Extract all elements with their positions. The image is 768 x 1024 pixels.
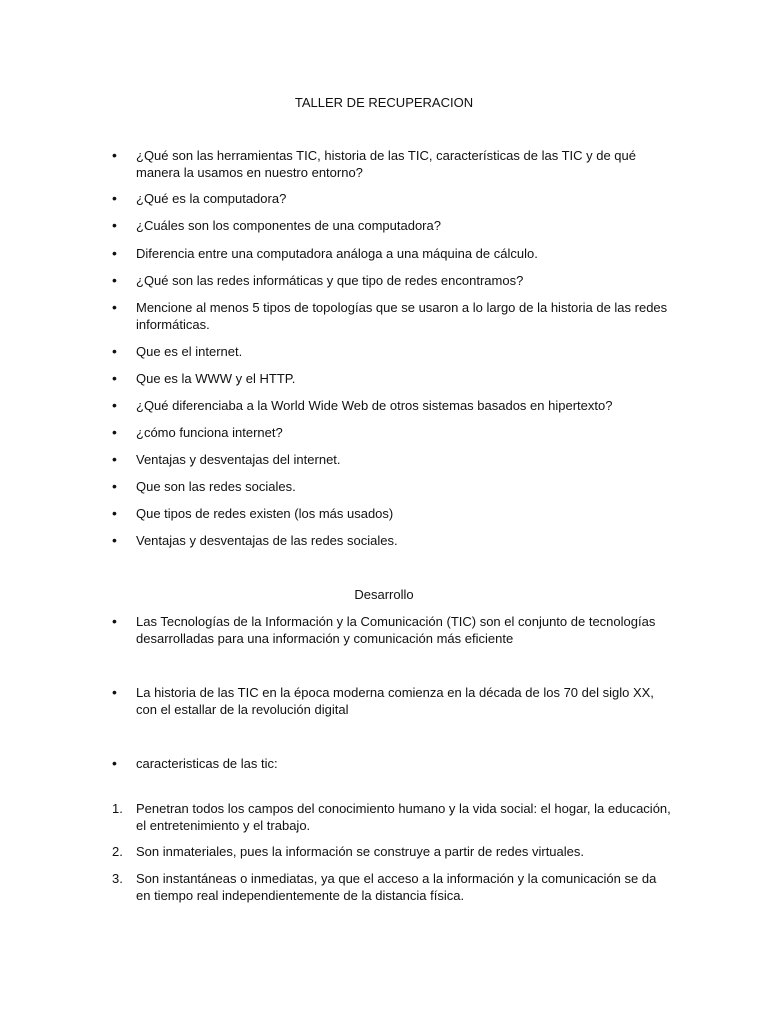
question-item bbox=[112, 451, 672, 468]
development-bullet bbox=[112, 613, 672, 647]
development-text: La historia de las TIC en la época moderna comienza en la década de los 70 del siglo XX, con el estallar de la revolución digital bbox=[136, 685, 654, 717]
bullet-icon bbox=[112, 272, 136, 289]
question-text: ¿Qué es la computadora? bbox=[136, 191, 287, 206]
bullet-icon bbox=[112, 613, 136, 647]
question-text: ¿Qué son las herramientas TIC, historia de las TIC, características de las TIC y de qué manera la usamos en nuestro entorno? bbox=[136, 148, 636, 180]
question-text: Que son las redes sociales. bbox=[136, 479, 296, 494]
question-item bbox=[112, 478, 672, 495]
numbered-item bbox=[112, 843, 672, 860]
numbered-text: Penetran todos los campos del conocimiento humano y la vida social: el hogar, la educación, el entretenimiento y el trabajo. bbox=[136, 801, 671, 833]
question-text: Ventajas y desventajas del internet. bbox=[136, 452, 341, 467]
numbered-text: Son inmateriales, pues la información se construye a partir de redes virtuales. bbox=[136, 844, 584, 859]
question-item bbox=[112, 147, 672, 181]
question-item bbox=[112, 370, 672, 387]
question-item bbox=[112, 299, 672, 333]
bullet-icon bbox=[112, 190, 136, 207]
bullet-icon bbox=[112, 424, 136, 441]
question-item bbox=[112, 397, 672, 414]
item-number: 2. bbox=[112, 844, 123, 859]
numbered-text: Son instantáneas o inmediatas, ya que el acceso a la información y la comunicación se da en tiempo real independientemente de la distancia física. bbox=[136, 871, 657, 903]
question-text: ¿Qué son las redes informáticas y que tipo de redes encontramos? bbox=[136, 273, 524, 288]
development-text: caracteristicas de las tic: bbox=[136, 756, 278, 771]
section-title: Desarrollo bbox=[354, 587, 414, 602]
question-text: ¿Cuáles son los componentes de una computadora? bbox=[136, 218, 441, 233]
question-item bbox=[112, 424, 672, 441]
question-text: Mencione al menos 5 tipos de topologías que se usaron a lo largo de la historia de las redes informáticas. bbox=[136, 300, 668, 332]
question-item bbox=[112, 217, 672, 234]
question-item bbox=[112, 505, 672, 522]
bullet-icon bbox=[112, 478, 136, 495]
question-text: Ventajas y desventajas de las redes sociales. bbox=[136, 533, 398, 548]
item-number: 1. bbox=[112, 801, 123, 816]
document-title: TALLER DE RECUPERACION bbox=[294, 95, 474, 110]
bullet-icon bbox=[112, 370, 136, 387]
question-text: Que es el internet. bbox=[136, 344, 243, 359]
bullet-icon bbox=[112, 343, 136, 360]
question-item bbox=[112, 190, 672, 207]
bullet-icon bbox=[112, 397, 136, 414]
bullet-icon bbox=[112, 245, 136, 262]
development-bullet bbox=[112, 755, 672, 772]
item-number: 3. bbox=[112, 871, 123, 886]
bullet-icon bbox=[112, 505, 136, 522]
numbered-item bbox=[112, 800, 672, 834]
bullet-icon bbox=[112, 684, 136, 718]
question-text: ¿cómo funciona internet? bbox=[136, 425, 283, 440]
development-bullet bbox=[112, 684, 672, 718]
bullet-icon bbox=[112, 147, 136, 181]
numbered-item bbox=[112, 870, 672, 904]
question-text: Que es la WWW y el HTTP. bbox=[136, 371, 296, 386]
question-item bbox=[112, 245, 672, 262]
question-text: Diferencia entre una computadora análoga a una máquina de cálculo. bbox=[136, 246, 538, 261]
question-item bbox=[112, 272, 672, 289]
question-text: ¿Qué diferenciaba a la World Wide Web de otros sistemas basados en hipertexto? bbox=[136, 398, 613, 413]
development-text: Las Tecnologías de la Información y la Comunicación (TIC) son el conjunto de tecnologías desarrolladas para una información y comunicación más eficiente bbox=[136, 614, 656, 646]
bullet-icon bbox=[112, 755, 136, 772]
bullet-icon bbox=[112, 532, 136, 549]
question-item bbox=[112, 532, 672, 549]
question-text: Que tipos de redes existen (los más usados) bbox=[136, 506, 394, 521]
bullet-icon bbox=[112, 451, 136, 468]
bullet-icon bbox=[112, 217, 136, 234]
question-item bbox=[112, 343, 672, 360]
bullet-icon bbox=[112, 299, 136, 333]
